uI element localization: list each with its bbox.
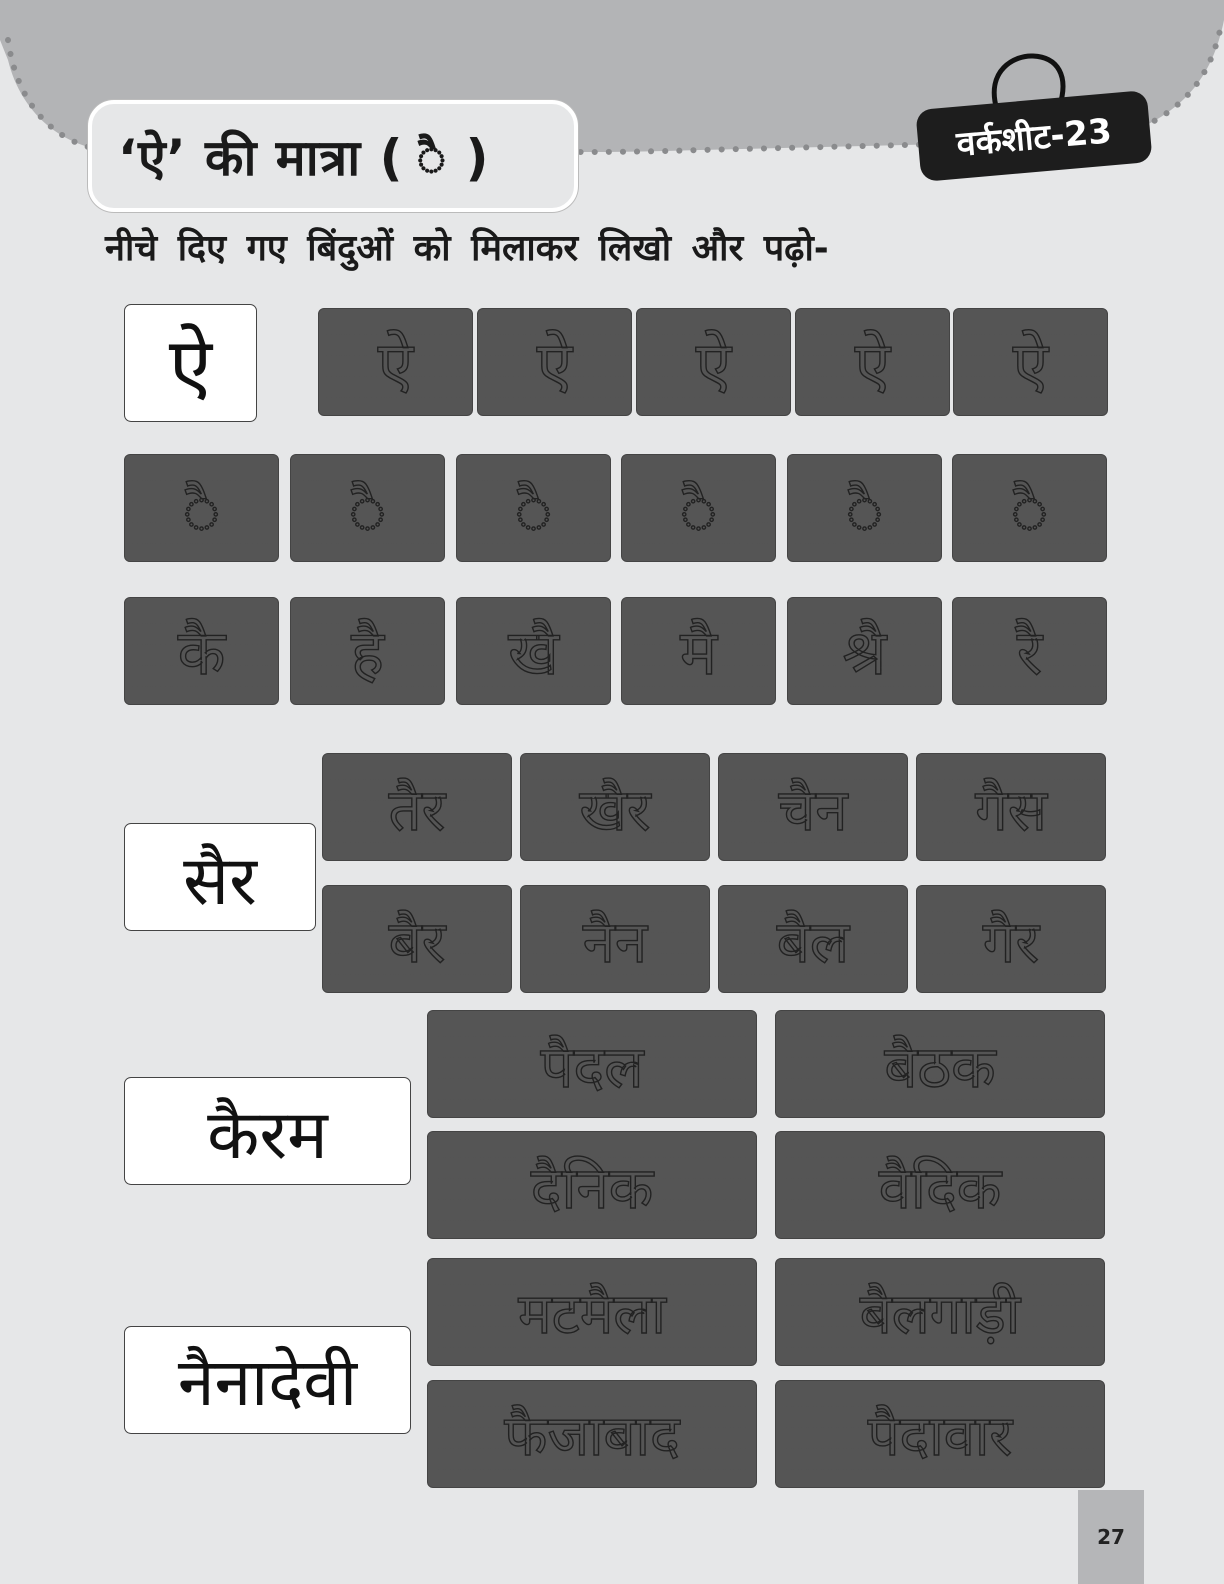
word-trace-cell[interactable]	[427, 1380, 757, 1488]
word-trace-cell[interactable]	[322, 753, 512, 861]
word-reference: नैनादेवी	[177, 1344, 358, 1421]
word-trace-cell[interactable]	[718, 753, 908, 861]
dotted-trace-text: रै	[1016, 616, 1043, 689]
word-trace-cell[interactable]	[775, 1131, 1105, 1239]
dotted-trace-text: पैदावार	[867, 1404, 1013, 1469]
dotted-trace-text: नैन	[582, 907, 648, 976]
dotted-trace-text: ऐ	[377, 328, 414, 403]
matra-trace-cell[interactable]	[290, 454, 445, 562]
title-box	[88, 100, 578, 212]
dotted-trace-text: ऐ	[854, 328, 891, 403]
dotted-trace-text: श्रै	[842, 616, 887, 689]
dotted-trace-text: बैर	[388, 907, 446, 976]
matra-trace-cell[interactable]	[456, 454, 611, 562]
dotted-trace-text: ऐ	[695, 328, 732, 403]
dotted-trace-text: खैर	[579, 775, 651, 844]
word-reference: सैर	[183, 841, 257, 921]
dotted-trace-text: मै	[679, 616, 718, 689]
dotted-trace-text: वैदिक	[878, 1153, 1002, 1222]
matra-trace-cell[interactable]	[787, 454, 942, 562]
page-number-tab	[1078, 1490, 1144, 1584]
dotted-trace-text: ै	[845, 474, 884, 549]
worksheet-label: वर्कशीट-23	[954, 111, 1114, 165]
letter-trace-cell[interactable]	[124, 597, 279, 705]
matra-trace-cell[interactable]	[124, 454, 279, 562]
vowel-trace-cell[interactable]	[795, 308, 950, 416]
vowel-reference: ऐ	[168, 322, 213, 412]
word-trace-cell[interactable]	[427, 1258, 757, 1366]
dotted-trace-text: गैर	[982, 907, 1040, 976]
dotted-trace-text: बैलगाड़ी	[859, 1282, 1021, 1347]
dotted-trace-text: है	[351, 616, 384, 689]
dotted-trace-text: बैठक	[884, 1032, 996, 1101]
dotted-trace-text: ै	[514, 474, 553, 549]
matra-trace-cell[interactable]	[952, 454, 1107, 562]
dotted-trace-text: ै	[1010, 474, 1049, 549]
dotted-trace-text: गैस	[975, 775, 1047, 844]
word-reference-box-sair	[124, 823, 316, 931]
letter-trace-cell[interactable]	[290, 597, 445, 705]
word-reference-box-nainadevi	[124, 1326, 411, 1434]
page-title: ‘ऐ’ की मात्रा ( ै )	[118, 129, 490, 187]
dotted-trace-text: चैन	[778, 775, 848, 844]
dotted-trace-text: बैल	[776, 907, 850, 976]
word-trace-cell[interactable]	[775, 1258, 1105, 1366]
word-trace-cell[interactable]	[916, 753, 1106, 861]
dotted-trace-text: मटमैला	[518, 1282, 666, 1347]
matra-trace-cell[interactable]	[621, 454, 776, 562]
page-number: 27	[1097, 1525, 1125, 1549]
dotted-trace-text: कै	[177, 616, 226, 689]
dotted-trace-text: ै	[679, 474, 718, 549]
word-trace-cell[interactable]	[916, 885, 1106, 993]
word-trace-cell[interactable]	[520, 753, 710, 861]
vowel-reference-box	[124, 304, 257, 422]
dotted-trace-text: तैर	[388, 775, 446, 844]
letter-trace-cell[interactable]	[456, 597, 611, 705]
letter-trace-cell[interactable]	[952, 597, 1107, 705]
vowel-trace-cell[interactable]	[318, 308, 473, 416]
dotted-trace-text: ै	[348, 474, 387, 549]
dotted-trace-text: फैजाबाद	[504, 1404, 680, 1469]
word-trace-cell[interactable]	[427, 1131, 757, 1239]
dotted-trace-text: ऐ	[536, 328, 573, 403]
word-trace-cell[interactable]	[322, 885, 512, 993]
dotted-trace-text: ऐ	[1012, 328, 1049, 403]
dotted-trace-text: ै	[182, 474, 221, 549]
instruction-text: नीचे दिए गए बिंदुओं को मिलाकर लिखो और पढ़ो-	[105, 228, 829, 269]
letter-trace-cell[interactable]	[621, 597, 776, 705]
dotted-trace-text: दैनिक	[530, 1153, 654, 1222]
dotted-trace-text: खै	[508, 616, 559, 689]
letter-trace-cell[interactable]	[787, 597, 942, 705]
vowel-trace-cell[interactable]	[953, 308, 1108, 416]
word-reference: कैरम	[207, 1095, 328, 1175]
word-trace-cell[interactable]	[520, 885, 710, 993]
word-trace-cell[interactable]	[775, 1380, 1105, 1488]
word-trace-cell[interactable]	[775, 1010, 1105, 1118]
vowel-trace-cell[interactable]	[636, 308, 791, 416]
word-trace-cell[interactable]	[718, 885, 908, 993]
dotted-trace-text: पैदल	[540, 1032, 644, 1101]
word-reference-box-carrom	[124, 1077, 411, 1185]
word-trace-cell[interactable]	[427, 1010, 757, 1118]
vowel-trace-cell[interactable]	[477, 308, 632, 416]
